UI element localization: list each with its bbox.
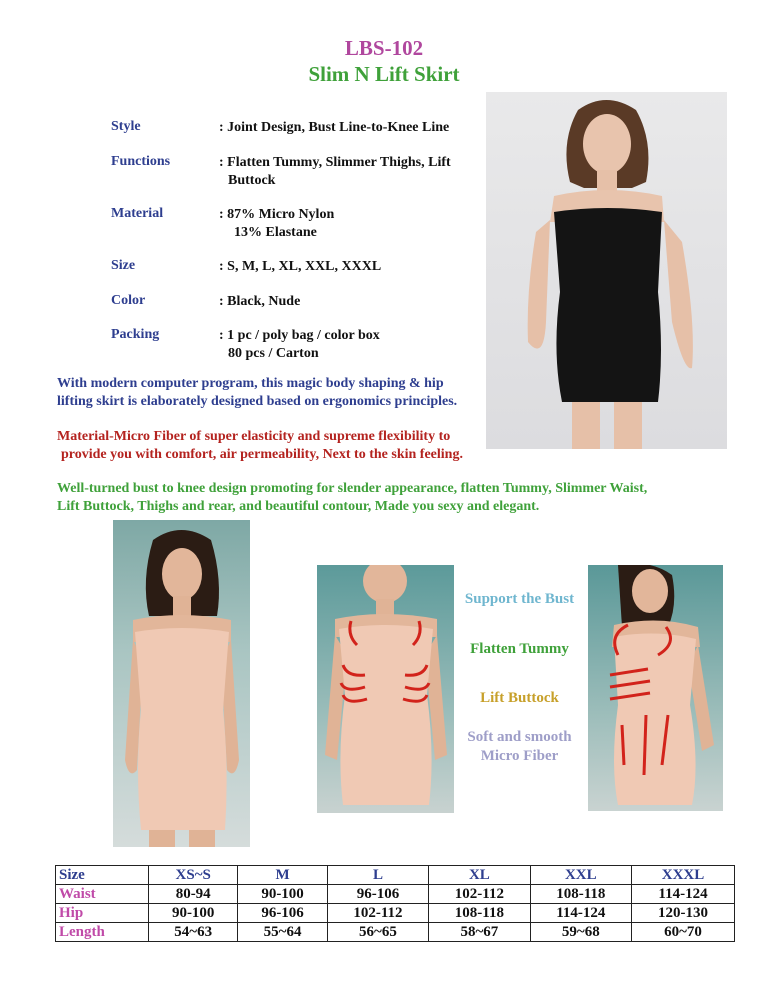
table-row [56,904,735,923]
size-table-header [56,866,735,885]
spec-label-size: Size [111,258,136,273]
product-name: Slim N Lift Skirt [308,62,460,86]
model-black-figure [486,92,727,449]
model-photo-arrows-front [317,565,454,813]
table-cell: 80-94 [149,885,238,904]
spec-label-style: Style [111,119,141,134]
table-row [56,885,735,904]
header-cell: M [238,866,327,885]
table-cell: 59~68 [530,923,631,942]
spec-label-color: Color [111,293,146,308]
spec-value-functions-2: Buttock [228,173,276,188]
spec-label-material: Material [111,206,164,221]
description-line-2: lifting skirt is elaborately designed based on ergonomics principles. [57,394,458,409]
table-cell: 102-112 [327,904,428,923]
model-photo-black [486,92,727,449]
spec-value-packing-2: 80 pcs / Carton [228,346,319,361]
header-cell: XL [429,866,530,885]
table-row [56,923,735,942]
header-cell: XXL [530,866,631,885]
spec-label-packing: Packing [111,327,160,342]
benefit-line-1: Well-turned bust to knee design promoting for slender appearance, flatten Tummy, Slimmer Waist, [57,481,648,496]
model-arrows-figure [317,565,454,813]
product-code: LBS-102 [344,36,424,60]
description-line-1: With modern computer program, this magic body shaping & hip [57,376,444,391]
table-cell: 114-124 [632,885,735,904]
header-cell: L [327,866,428,885]
table-cell: 90-100 [149,904,238,923]
spec-value-color: : Black, Nude [219,294,301,309]
spec-label-functions: Functions [111,154,171,169]
feature-support-bust: Support the Bust [464,591,575,607]
table-cell: 108-118 [530,885,631,904]
benefit-line-2: Lift Buttock, Thighs and rear, and beautiful contour, Made you sexy and elegant. [57,499,540,514]
table-cell: 54~63 [149,923,238,942]
material-line-2: provide you with comfort, air permeability, Next to the skin feeling. [61,447,463,462]
model-side-figure [588,565,723,811]
table-cell: 108-118 [429,904,530,923]
table-cell: 60~70 [632,923,735,942]
header-cell: XXXL [632,866,735,885]
feature-flatten-tummy: Flatten Tummy [470,641,569,657]
row-label: Hip [56,904,149,923]
model-photo-arrows-side [588,565,723,811]
table-cell: 58~67 [429,923,530,942]
spec-value-material: : 87% Micro Nylon [219,207,335,222]
size-table [55,865,735,942]
feature-lift-buttock: Lift Buttock [480,690,559,706]
table-cell: 90-100 [238,885,327,904]
spec-value-material-2: 13% Elastane [234,225,317,240]
header-cell: Size [56,866,149,885]
header-cell: XS~S [149,866,238,885]
table-cell: 102-112 [429,885,530,904]
table-cell: 96-106 [327,885,428,904]
spec-value-style: : Joint Design, Bust Line-to-Knee Line [219,120,450,135]
table-cell: 96-106 [238,904,327,923]
spec-value-packing: : 1 pc / poly bag / color box [219,328,380,343]
table-cell: 56~65 [327,923,428,942]
spec-value-functions: : Flatten Tummy, Slimmer Thighs, Lift [219,155,451,170]
model-nude-figure [113,520,250,847]
table-cell: 55~64 [238,923,327,942]
feature-micro-fiber: Soft and smooth Micro Fiber [467,729,572,764]
spec-value-size: : S, M, L, XL, XXL, XXXL [219,259,382,274]
row-label: Length [56,923,149,942]
material-line-1: Material-Micro Fiber of super elasticity and supreme flexibility to [57,429,451,444]
table-cell: 120-130 [632,904,735,923]
table-cell: 114-124 [530,904,631,923]
model-photo-nude-front [113,520,250,847]
row-label: Waist [56,885,149,904]
